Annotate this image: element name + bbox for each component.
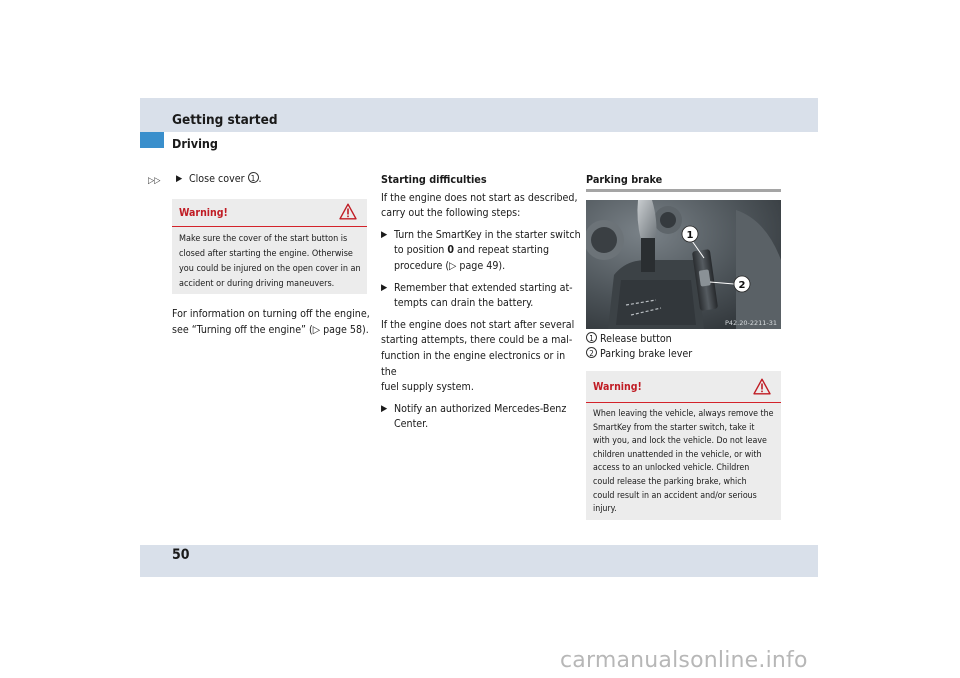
footer-band (140, 545, 818, 577)
section-heading: Parking brake (586, 173, 663, 186)
step-arrow-icon: ▶ (381, 282, 388, 293)
section-title: Driving (172, 136, 218, 151)
warning-triangle-icon (339, 203, 357, 220)
step-line: Center. (394, 418, 429, 431)
parking-brake-section (586, 172, 781, 192)
warning-line: When leaving the vehicle, always remove the (593, 409, 774, 419)
warning-line: injury. (593, 504, 617, 515)
legend-text: Parking brake lever (600, 347, 693, 360)
step-arrow-icon: ▶ (176, 174, 183, 184)
photo-callout-1: 1 (686, 230, 694, 241)
warning-header (172, 199, 367, 227)
legend-item (586, 347, 781, 362)
step-line: procedure (▷ page 49). (394, 259, 506, 272)
warning-line: could result in an accident and/or serious (593, 490, 757, 501)
step-text: Close cover (189, 173, 245, 185)
step-line: Remember that extended starting at- (394, 281, 573, 294)
section-accent (140, 132, 164, 148)
warning-line: accident or during driving maneuvers. (179, 279, 335, 289)
continued-marker: ▷▷ (148, 176, 161, 186)
photo-callout-2: 2 (738, 280, 746, 291)
step-turn-smartkey (381, 228, 581, 275)
warning-line: you could be injured on the open cover in an (179, 264, 361, 274)
step-line: Turn the SmartKey in the starter switch (394, 228, 581, 241)
warning-title: Warning! (593, 381, 642, 393)
step-close-cover (176, 172, 366, 188)
warning-box-cover (172, 199, 367, 294)
photo-legend (586, 332, 781, 361)
photo-code: P42.20-2211-31 (724, 319, 777, 327)
turning-off-paragraph (172, 307, 372, 338)
page-number: 50 (172, 547, 190, 563)
step-line: and repeat starting (457, 244, 550, 257)
warning-triangle-icon (753, 378, 771, 395)
step-notify (381, 402, 581, 433)
paragraph-line: If the engine does not start after several (381, 318, 575, 331)
step-arrow-icon: ▶ (381, 403, 388, 414)
paragraph-line: fuel supply system. (381, 381, 474, 394)
step-line: tempts can drain the battery. (394, 297, 534, 310)
warning-box-parking-brake (586, 371, 781, 520)
step-arrow-icon: ▶ (381, 229, 388, 240)
legend-item (586, 332, 781, 347)
step-line: to position (394, 244, 445, 257)
warning-line: access to an unlocked vehicle. Children (593, 463, 750, 474)
step-period: . (258, 173, 262, 185)
warning-title: Warning! (179, 207, 228, 219)
malfunction-paragraph (381, 318, 581, 396)
warning-body (172, 227, 367, 298)
warning-header (586, 371, 781, 403)
paragraph-line: see “Turning off the engine” (▷ page 58). (172, 323, 369, 336)
paragraph-line: For information on turning off the engine, (172, 308, 370, 320)
ref-2-icon: 2 (586, 347, 597, 358)
site-watermark: carmanualsonline.info (560, 648, 808, 673)
warning-body (586, 403, 781, 523)
paragraph-line: function in the engine electronics or in the (381, 349, 566, 378)
step-remember (381, 281, 581, 312)
legend-text: Release button (600, 333, 672, 345)
warning-line: children unattended in the vehicle, or with (593, 449, 762, 460)
parking-brake-photo (586, 200, 781, 329)
chapter-title: Getting started (172, 112, 278, 128)
warning-line: SmartKey from the starter switch, take it (593, 422, 755, 433)
ref-1-icon: 1 (586, 332, 597, 343)
warning-line: could release the parking brake, which (593, 476, 747, 487)
starting-difficulties-section (381, 172, 581, 433)
section-heading: Starting difficulties (381, 173, 487, 186)
position-zero: 0 (447, 244, 455, 257)
paragraph-line: carry out the following steps: (381, 207, 521, 220)
parking-brake-illustration (586, 200, 781, 329)
intro-paragraph (381, 191, 581, 222)
warning-line: Make sure the cover of the start button is (179, 234, 348, 244)
heading-rule (586, 189, 781, 192)
warning-line: closed after starting the engine. Otherwise (179, 249, 353, 259)
ref-1-icon: 1 (248, 172, 259, 183)
warning-line: with you, and lock the vehicle. Do not leave (593, 436, 767, 447)
paragraph-line: If the engine does not start as described, (381, 191, 578, 204)
step-line: Notify an authorized Mercedes-Benz (394, 402, 567, 415)
paragraph-line: starting attempts, there could be a mal- (381, 334, 573, 347)
